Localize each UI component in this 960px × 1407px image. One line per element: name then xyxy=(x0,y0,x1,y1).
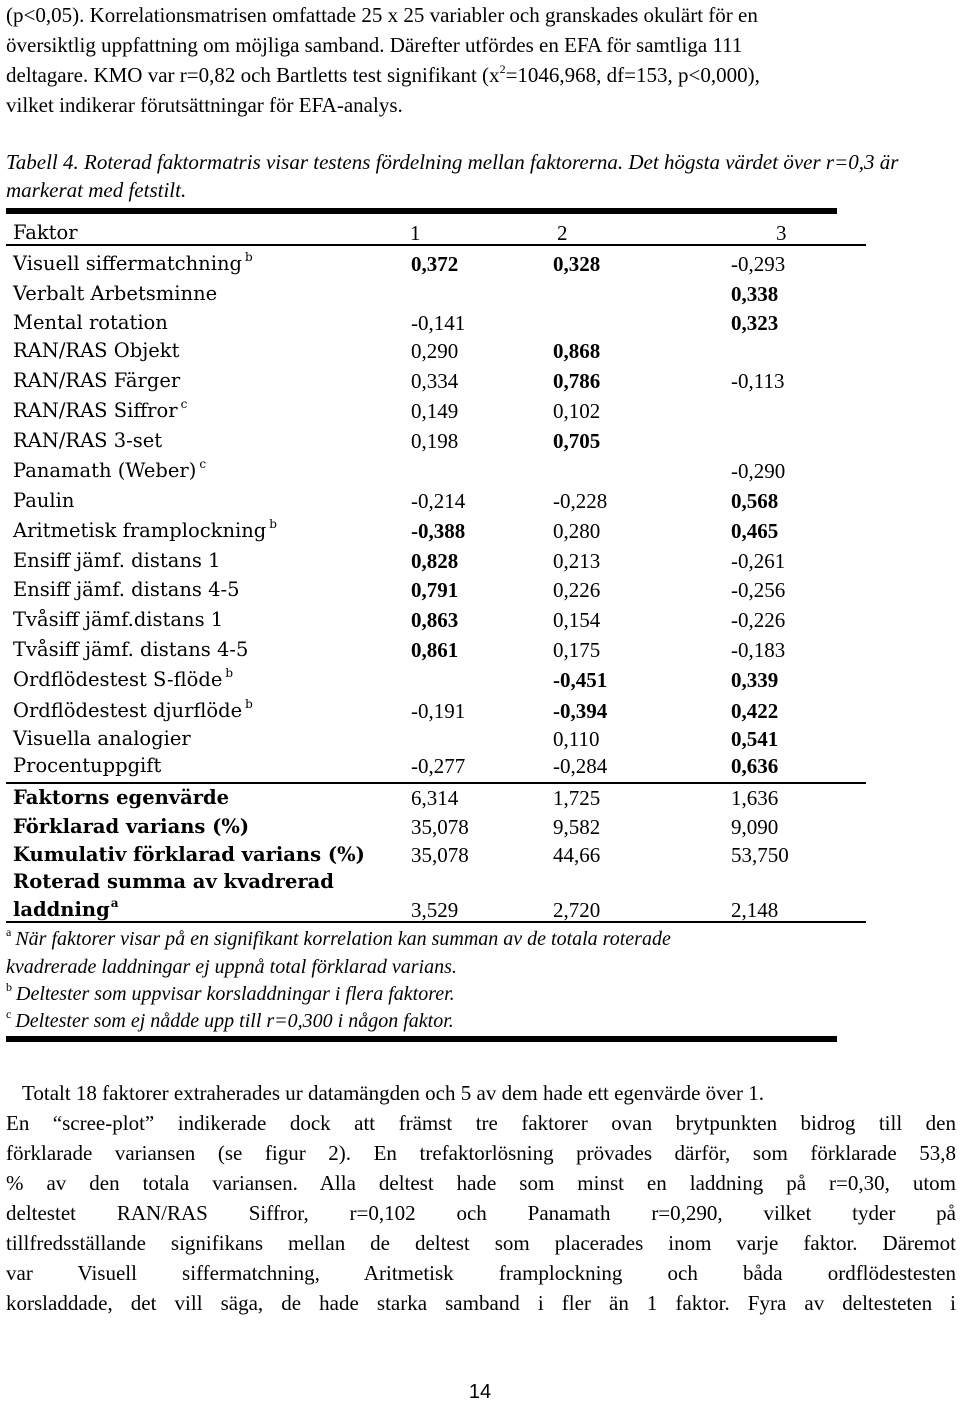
header-factor-3: 3 xyxy=(776,221,787,245)
body-line: Totalt 18 faktorer extraherades ur datamängden och 5 av dem hade ett egenvärde över 1. xyxy=(22,1081,764,1105)
page-number: 14 xyxy=(468,1381,492,1403)
row-label-footnote-mark: b xyxy=(225,666,234,680)
intro-line-2: översiktlig uppfattning om möjliga samband. Därefter utfördes en EFA för samtliga 111 xyxy=(6,33,743,57)
row-label: Ordflödestest S-flöde xyxy=(13,668,223,691)
footnote-line xyxy=(6,980,455,1008)
cell-factor-1: 0,791 xyxy=(411,578,459,602)
cell-factor-2: 0,154 xyxy=(553,608,601,632)
summary-factor-3: 53,750 xyxy=(731,843,789,867)
row-label: Visuell siffermatchning xyxy=(13,252,242,275)
row-label-wrap xyxy=(13,249,253,279)
summary-factor-2: 2,720 xyxy=(553,898,601,922)
row-label: Ordflödestest djurflöde xyxy=(13,699,243,722)
row-label: RAN/RAS Objekt xyxy=(13,339,180,362)
cell-factor-2: 0,102 xyxy=(553,399,601,423)
footnote-mark: b xyxy=(6,980,12,994)
body-line: deltestet RAN/RAS Siffror, r=0,102 och Panamath r=0,290, vilket tyder på xyxy=(6,1201,956,1225)
row-label: Ensiff jämf. distans 1 xyxy=(13,549,221,572)
header-factor-2: 2 xyxy=(557,221,568,245)
intro-line-3: deltagare. KMO var r=0,82 och Bartletts test signifikant ($x^2=1046,968$, df=153, p<0,000), xyxy=(6,62,760,87)
summary-label: Roterad summa av kvadrerad xyxy=(13,870,334,893)
cell-factor-1: -0,191 xyxy=(411,699,466,723)
summary-footnote-mark: a xyxy=(110,896,119,910)
cell-factor-2: 0,213 xyxy=(553,549,601,573)
table-row xyxy=(0,575,960,605)
summary-factor-1: 6,314 xyxy=(411,786,459,810)
cell-factor-3: 0,636 xyxy=(731,754,779,778)
table-row xyxy=(0,635,960,665)
row-label-footnote-mark: b xyxy=(245,697,253,711)
body-line: tillfredsställande signifikans mellan de deltest som placerades inom varje faktor. Däremot xyxy=(6,1231,956,1255)
footnote-line xyxy=(6,953,457,981)
summary-row xyxy=(0,783,960,813)
cell-factor-3: 0,323 xyxy=(731,311,779,335)
cell-factor-1: -0,141 xyxy=(411,311,466,335)
cell-factor-1: 0,149 xyxy=(411,399,459,423)
summary-row-last-line1 xyxy=(0,867,960,897)
body-line: korsladdade, det vill säga, de hade starka samband i fler än 1 faktor. Fyra av deltesteten i xyxy=(6,1291,956,1315)
cell-factor-1: 0,334 xyxy=(411,369,459,393)
summary-row xyxy=(0,812,960,842)
table-header xyxy=(0,218,960,248)
summary-label: Faktorns egenvärde xyxy=(13,786,230,809)
row-label: RAN/RAS Siffror xyxy=(13,399,178,422)
body-line: var Visuell siffermatchning, Aritmetisk framplockning och båda ordflödestesten xyxy=(6,1261,956,1285)
footnote-mark: a xyxy=(6,925,12,939)
table-row xyxy=(0,249,960,279)
cell-factor-1: 0,372 xyxy=(411,252,459,276)
table-row xyxy=(0,308,960,338)
row-label: Aritmetisk framplockning xyxy=(13,519,267,542)
summary-factor-2: 44,66 xyxy=(553,843,601,867)
cell-factor-1: 0,198 xyxy=(411,429,459,453)
cell-factor-1: 0,828 xyxy=(411,549,459,573)
cell-factor-3: -0,226 xyxy=(731,608,786,632)
row-label-wrap xyxy=(13,396,187,426)
footnote-text: När faktorer visar på en signifikant korrelation kan summan av de totala roterade xyxy=(15,928,671,950)
body-line: % av den totala variansen. Alla deltest hade som minst en laddning på r=0,30, utom xyxy=(6,1171,956,1195)
row-label: Panamath (Weber) xyxy=(13,459,197,482)
row-label: RAN/RAS 3-set xyxy=(13,429,163,452)
row-label: RAN/RAS Färger xyxy=(13,369,181,392)
table-row xyxy=(0,456,960,486)
cell-factor-3: 0,465 xyxy=(731,519,779,543)
table-row xyxy=(0,336,960,366)
cell-factor-2: 0,226 xyxy=(553,578,601,602)
summary-label-wrap xyxy=(13,895,119,925)
cell-factor-3: 0,422 xyxy=(731,699,779,723)
table-row xyxy=(0,516,960,546)
cell-factor-3: 0,338 xyxy=(731,282,779,306)
cell-factor-2: 0,110 xyxy=(553,727,600,751)
intro-line-1: (p<0,05). Korrelationsmatrisen omfattade 25 x 25 variabler och granskades okulärt för en xyxy=(6,3,758,27)
cell-factor-3: -0,290 xyxy=(731,459,786,483)
cell-factor-2: 0,868 xyxy=(553,339,601,363)
row-label-footnote-mark: b xyxy=(244,250,253,264)
row-label-wrap xyxy=(13,456,206,486)
footnote-text: kvadrerade laddningar ej uppnå total förklarad varians. xyxy=(6,956,457,978)
cell-factor-2: -0,394 xyxy=(553,699,608,723)
footnote-line xyxy=(6,1007,454,1035)
table-row xyxy=(0,279,960,309)
cell-factor-1: -0,277 xyxy=(411,754,466,778)
cell-factor-3: 0,568 xyxy=(731,489,779,513)
cell-factor-2: -0,284 xyxy=(553,754,608,778)
table-row xyxy=(0,751,960,781)
footnote-bottom-rule xyxy=(6,1036,837,1042)
cell-factor-3: 0,339 xyxy=(731,668,779,692)
summary-label: Förklarad varians (%) xyxy=(13,815,250,838)
row-label: Verbalt Arbetsminne xyxy=(13,282,218,305)
summary-factor-3: 9,090 xyxy=(731,815,779,839)
cell-factor-2: 0,786 xyxy=(553,369,601,393)
footnote-text: Deltester som uppvisar korsladdningar i flera faktorer. xyxy=(16,983,455,1005)
table-row xyxy=(0,546,960,576)
row-label: Tvåsiff jämf. distans 4-5 xyxy=(13,638,249,661)
footnote-mark: c xyxy=(6,1007,12,1021)
summary-factor-3: 1,636 xyxy=(731,786,779,810)
table-top-rule xyxy=(6,208,837,214)
row-label-footnote-mark: c xyxy=(199,457,207,471)
summary-row-last-line2 xyxy=(0,895,960,925)
cell-factor-2: 0,705 xyxy=(553,429,601,453)
cell-factor-3: -0,261 xyxy=(731,549,786,573)
cell-factor-2: -0,228 xyxy=(553,489,608,513)
table-row xyxy=(0,605,960,635)
row-label-wrap xyxy=(13,665,233,695)
row-label: Tvåsiff jämf.distans 1 xyxy=(13,608,224,631)
cell-factor-2: 0,280 xyxy=(553,519,601,543)
row-label: Procentuppgift xyxy=(13,754,162,777)
summary-factor-3: 2,148 xyxy=(731,898,779,922)
cell-factor-3: -0,256 xyxy=(731,578,786,602)
table-row xyxy=(0,724,960,754)
cell-factor-3: -0,183 xyxy=(731,638,786,662)
row-label: Paulin xyxy=(13,489,75,512)
summary-factor-2: 1,725 xyxy=(553,786,601,810)
cell-factor-1: -0,214 xyxy=(411,489,466,513)
table-row xyxy=(0,426,960,456)
cell-factor-2: 0,175 xyxy=(553,638,601,662)
row-label: Ensiff jämf. distans 4-5 xyxy=(13,578,240,601)
summary-factor-2: 9,582 xyxy=(553,815,601,839)
intro-line-4: vilket indikerar förutsättningar för EFA-analys. xyxy=(6,93,403,117)
body-line: En “scree-plot” indikerade dock att främst tre faktorer ovan brytpunkten bidrog till den xyxy=(6,1111,956,1135)
table-caption: Tabell 4. Roterad faktormatris visar testens fördelning mellan faktorerna. Det högsta värdet över r=0,3 är markerat med fetstilt. xyxy=(6,150,899,202)
table-row xyxy=(0,486,960,516)
cell-factor-3: -0,113 xyxy=(731,369,785,393)
row-label: Visuella analogier xyxy=(13,727,191,750)
summary-factor-1: 35,078 xyxy=(411,815,469,839)
row-label-footnote-mark: c xyxy=(180,397,188,411)
row-label-wrap xyxy=(13,696,253,726)
table-row xyxy=(0,396,960,426)
table-row xyxy=(0,696,960,726)
summary-row xyxy=(0,840,960,870)
cell-factor-1: 0,863 xyxy=(411,608,459,632)
footnote-line xyxy=(6,925,671,953)
cell-factor-1: -0,388 xyxy=(411,519,466,543)
table-row xyxy=(0,665,960,695)
cell-factor-3: 0,541 xyxy=(731,727,779,751)
cell-factor-1: 0,861 xyxy=(411,638,459,662)
row-label-footnote-mark: b xyxy=(269,517,277,531)
header-factor-1: 1 xyxy=(410,221,421,245)
summary-label: laddning xyxy=(13,898,110,921)
footnote-text: Deltester som ej nådde upp till r=0,300 i någon faktor. xyxy=(15,1010,454,1032)
row-label: Mental rotation xyxy=(13,311,168,334)
cell-factor-1: 0,290 xyxy=(411,339,459,363)
summary-label: Kumulativ förklarad varians (%) xyxy=(13,843,365,866)
summary-factor-1: 3,529 xyxy=(411,898,459,922)
table-row xyxy=(0,366,960,396)
header-faktor: Faktor xyxy=(13,221,78,244)
row-label-wrap xyxy=(13,516,277,546)
cell-factor-2: 0,328 xyxy=(553,252,601,276)
summary-factor-1: 35,078 xyxy=(411,843,469,867)
cell-factor-3: -0,293 xyxy=(731,252,786,276)
cell-factor-2: -0,451 xyxy=(553,668,608,692)
body-line: förklarade variansen (se figur 2). En trefaktorlösning prövades därför, som förklarade 53,8 xyxy=(6,1141,956,1165)
